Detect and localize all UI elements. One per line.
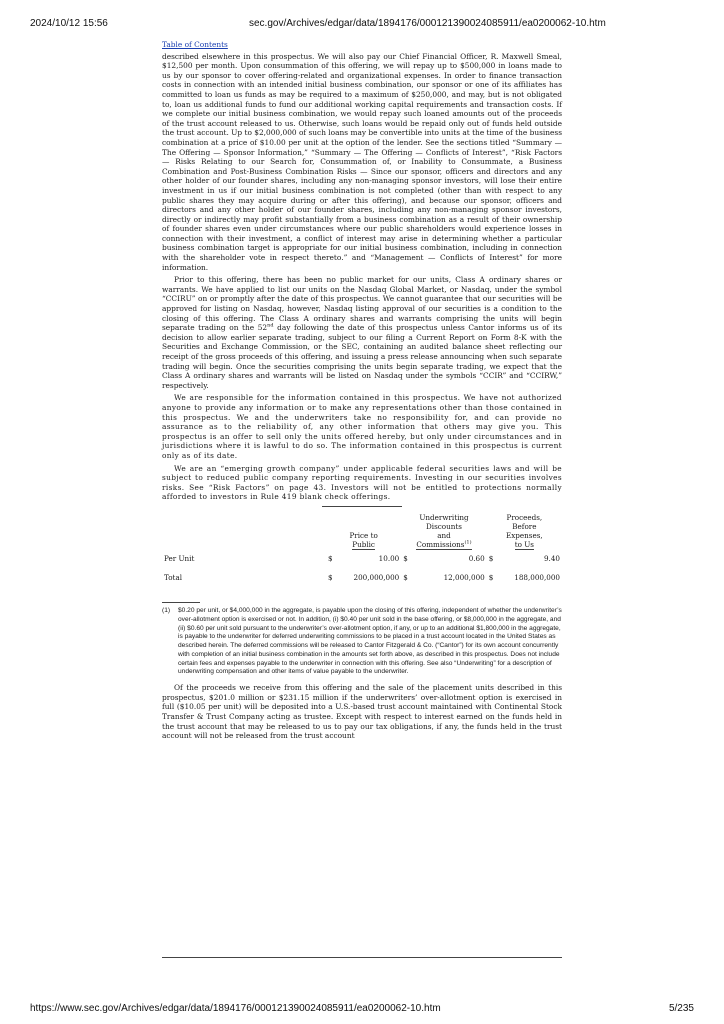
cell-proceeds: 9.40 bbox=[543, 553, 560, 563]
cell-price: 200,000,000 bbox=[353, 572, 400, 582]
row-label: Per Unit bbox=[164, 553, 195, 563]
footnote-marker: (1) bbox=[162, 606, 171, 614]
table-row: Per Unit $ 10.00 $ 0.60 $ 9.40 bbox=[162, 550, 562, 569]
table-of-contents-link[interactable]: Table of Contents bbox=[162, 40, 228, 49]
ordinal-suffix: nd bbox=[267, 322, 274, 329]
table-row: Total $ 200,000,000 $ 12,000,000 $ 188,000,000 bbox=[162, 569, 562, 588]
cell-price: 10.00 bbox=[378, 553, 400, 563]
paragraph-listing-part-b: day following the date of this prospectus unless Cantor informs us of its decision to allow earlier separate trading, subject to our filing a Current Report on Form 8-K with the Securities and Exchange Commission, or the SEC, containing an audited balance sheet reflecting our receipt of the gross proceeds of this offering, and issuing a press release announcing when such separate trading will begin. Once the securities comprising the units begin separate trading, we expect that the Class A ordinary shares and warrants will be listed on Nasdaq under the symbols “CCIR” and “CCIRW,” respectively. bbox=[162, 323, 562, 390]
print-title-url: sec.gov/Archives/edgar/data/1894176/000121390024085911/ea0200062-10.htm bbox=[249, 18, 606, 29]
paragraph-listing bbox=[162, 275, 562, 390]
paragraph-compensation: described elsewhere in this prospectus. We will also pay our Chief Financial Officer, R. Maxwell Smeal, $12,500 per month. Upon consummation of this offering, we will repay up to $500,000 in loans made to us by our sponsor to cover offering-related and organizational expenses. In order to finance transaction costs in connection with an intended initial business combination, our sponsor or one of its affiliates has committed to loan us funds as may be required to a maximum of $250,000, and may, but is not obligated to, loan us additional funds to fund our additional working capital requirements and transaction costs. If we complete our initial business combination, we would repay such loaned amounts out of the proceeds of the trust account released to us. Otherwise, such loans would be repaid only out of funds held outside the trust account. Up to $2,000,000 of such loans may be convertible into units at the time of the business combination at a price of $10.00 per unit at the option of the lender. See the sections titled “Summary — The Offering — Sponsor Information,” “Summary — The Offering — Conflicts of Interest”, “Risk Factors — Risks Relating to our Search for, Consummation of, or Inability to Consummate, a Business Combination and Post-Business Combination Risks — Since our sponsor, officers and directors and any other holder of our founder shares, including any non-managing sponsor investors, will lose their entire investment in us if our initial business combination is not completed (other than with respect to any public shares they may acquire during or after this offering), and because our sponsor, officers and directors and any other holder of our founder shares, including any non-managing sponsor investors, directly or indirectly may profit substantially from a business combination as a result of their ownership of founder shares even under circumstances where our public shareholders would experience losses in connection with their investment, a conflict of interest may arise in determining whether a particular business combination target is appropriate for our initial business combination, including in connection with the shareholder vote in respect thereto.” and “Management — Conflicts of Interest” for more information. bbox=[162, 51, 562, 272]
cell-proceeds: 188,000,000 bbox=[514, 572, 560, 582]
paragraph-listing-part-a: Prior to this offering, there has been no public market for our units, Class A ordinary shares or warrants. We have applied to list our units on the Nasdaq Global Market, or Nasdaq, under the symbol “CCIRU” on or promptly after the date of this prospectus. We cannot guarantee that our securities will be approved for listing on Nasdaq, however, Nasdaq listing approval of our securities is a condition to the closing of this offering. The Class A ordinary shares and warrants comprising the units will begin separate trading on the 52 bbox=[162, 275, 562, 333]
section-divider bbox=[322, 506, 402, 507]
cell-underwriting: 12,000,000 bbox=[443, 572, 485, 582]
page-bottom-rule bbox=[162, 957, 562, 958]
header-underwriting: Underwriting Discounts and Commissions$^{(1)}$ bbox=[416, 512, 472, 549]
pricing-table bbox=[162, 513, 562, 588]
paragraph-responsibility: We are responsible for the information contained in this prospectus. We have not authorized anyone to provide any information or to make any representations other than those contained in this prospectus. We and the underwriters take no responsibility for, and can provide no assurance as to the reliability of, any other information that others may give you. This prospectus is an offer to sell only the units offered hereby, but only under circumstances and in jurisdictions where it is lawful to do so. The information contained in this prospectus is current only as of its date. bbox=[162, 393, 562, 460]
footnote-divider bbox=[162, 602, 200, 603]
paragraph-emerging-growth: We are an “emerging growth company” under applicable federal securities laws and will be subject to reduced public company reporting requirements. Investing in our securities involves risks. See “Risk Factors” on page 43. Investors will not be entitled to protections normally afforded to investors in Rule 419 blank check offerings. bbox=[162, 463, 562, 502]
print-datetime: 2024/10/12 15:56 bbox=[30, 18, 108, 29]
header-proceeds: Proceeds, Before Expenses, to Us bbox=[506, 512, 543, 549]
row-label: Total bbox=[164, 572, 183, 582]
footnote-text: $0.20 per unit, or $4,000,000 in the aggregate, is payable upon the closing of this offering, independent of whether the underwriter’s over-allotment option is exercised or not. In addition, (i) $0.40 per unit sold in the base offering, or $8,000,000 in the aggregate, and (ii) $0.60 per unit sold pursuant to the underwriter’s over-allotment option, if any, or up to an additional $1,800,000 in the aggregate, is payable to the underwriter for deferred underwriting commissions to be placed in a trust account located in the United States as described herein. The deferred commissions will be released to Cantor Fitzgerald & Co. (“Cantor”) for its own account concurrently with completion of an initial business combination in the amounts set forth above, as described in this prospectus. Does not include certain fees and expenses payable to the underwriter in connection with this offering. See also “Underwriting” for a description of underwriting compensation and other items of value payable to the underwriter. bbox=[178, 606, 562, 676]
print-page-counter: 5/235 bbox=[668, 1003, 694, 1014]
paragraph-trust-account: Of the proceeds we receive from this offering and the sale of the placement units described in this prospectus, $201.0 million or $231.15 million if the underwriters’ over-allotment option is exercised in full ($10.05 per unit) will be deposited into a U.S.-based trust account maintained with Continental Stock Transfer & Trust Company acting as trustee. Except with respect to interest earned on the funds held in the trust account that may be released to us to pay our tax obligations, if any, the funds held in the trust account will not be released from the trust account bbox=[162, 683, 562, 741]
footnote bbox=[162, 607, 562, 677]
print-footer-url: https://www.sec.gov/Archives/edgar/data/1894176/000121390024085911/ea0200062-10.htm bbox=[30, 1003, 441, 1014]
header-price-to-public: Price to Public bbox=[349, 530, 378, 549]
cell-underwriting: 0.60 bbox=[468, 553, 485, 563]
pricing-table-header bbox=[162, 513, 562, 550]
document-body bbox=[162, 40, 562, 744]
